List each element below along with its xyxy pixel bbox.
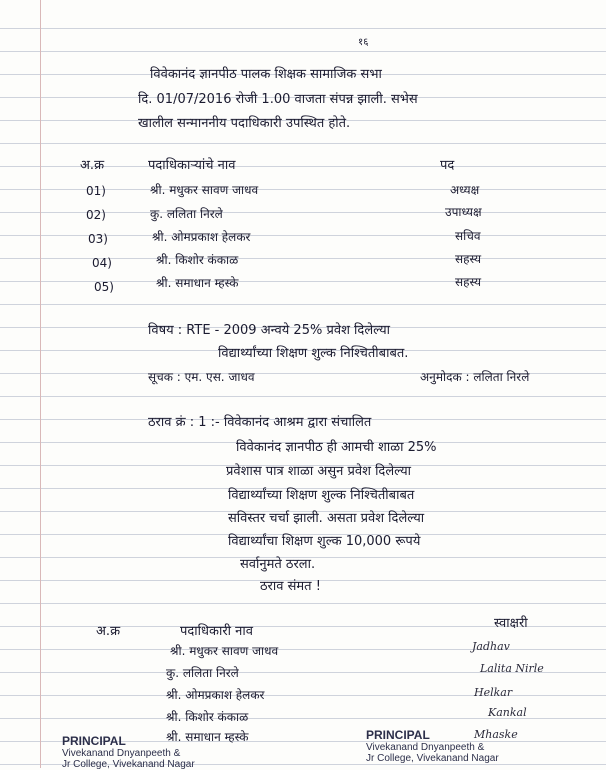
- resolution-line-3: प्रवेशास पात्र शाळा असुन प्रवेश दिलेल्या: [226, 464, 411, 479]
- stamp-line: Vivekanand Dnyanpeeth &: [62, 748, 181, 759]
- table2-header-name: पदाधिकारी नाव: [180, 624, 253, 639]
- table2-row-name: श्री. समाधान म्हस्के: [166, 730, 249, 744]
- signature: Helkar: [474, 686, 513, 699]
- intro-line-1: विवेकानंद ज्ञानपीठ पालक शिक्षक सामाजिक सभा: [150, 67, 382, 82]
- table1-header-no: अ.क्र: [80, 158, 105, 173]
- table1-row-post: अध्यक्ष: [450, 183, 480, 197]
- table2-row-name: कु. ललिता निरले: [166, 666, 239, 680]
- signature: Jadhav: [472, 640, 510, 653]
- table1-row-no: 01): [86, 184, 106, 198]
- table1-row-post: सहस्य: [455, 275, 482, 289]
- table1-row-name: श्री. किशोर कंकाळ: [156, 253, 239, 267]
- resolution-line-8: ठराव संमत !: [260, 579, 321, 594]
- table1-row-name: श्री. ओमप्रकाश हेलकर: [152, 230, 251, 244]
- page-number: १६: [358, 37, 369, 48]
- table2-row-name: श्री. किशोर कंकाळ: [166, 710, 249, 724]
- table1-header-name: पदाधिकाऱ्यांचे नाव: [148, 158, 236, 173]
- table1-row-no: 03): [88, 232, 108, 246]
- table1-row-no: 02): [86, 208, 106, 222]
- table1-row-name: श्री. मधुकर सावण जाधव: [150, 183, 259, 197]
- table2-row-name: श्री. मधुकर सावण जाधव: [170, 644, 279, 658]
- table2-header-sign: स्वाक्षरी: [494, 616, 528, 631]
- principal-stamp-left: [62, 734, 195, 770]
- signature: Lalita Nirle: [480, 662, 544, 675]
- table1-row-post: उपाध्यक्ष: [445, 205, 482, 219]
- resolution-line-1: ठराव क्रं : 1 :- विवेकानंद आश्रम द्वारा संचालित: [148, 415, 372, 430]
- signature: Kankal: [488, 706, 527, 719]
- table1-row-no: 05): [94, 280, 114, 294]
- resolution-line-2: विवेकानंद ज्ञानपीठ ही आमची शाळा 25%: [236, 440, 437, 455]
- resolution-line-7: सर्वानुमते ठरला.: [240, 557, 316, 572]
- subject-line-2: विद्यार्थ्यांच्या शिक्षण शुल्क निश्चितीबाबत.: [218, 346, 409, 361]
- resolution-line-6: विद्यार्थ्यांचा शिक्षण शुल्क 10,000 रूपये: [228, 534, 421, 549]
- table1-row-name: कु. ललिता निरले: [150, 207, 223, 221]
- table1-row-post: सचिव: [455, 229, 481, 243]
- signature: Mhaske: [474, 728, 518, 741]
- table1-row-post: सहस्य: [455, 252, 482, 266]
- table2-header-no: अ.क्र: [96, 624, 121, 639]
- subject-line-1: विषय : RTE - 2009 अन्वये 25% प्रवेश दिलेल्या: [148, 323, 390, 338]
- stamp-title: PRINCIPAL: [366, 728, 430, 742]
- intro-line-2: दि. 01/07/2016 रोजी 1.00 वाजता संपन्न झाली. सभेस: [138, 92, 418, 107]
- stamp-line: Jr College, Vivekanand Nagar: [62, 759, 195, 770]
- stamp-title: PRINCIPAL: [62, 734, 126, 748]
- stamp-line: Vivekanand Dnyanpeeth &: [366, 742, 485, 753]
- proposer: सूचक : एम. एस. जाधव: [148, 370, 255, 384]
- seconder: अनुमोदक : ललिता निरले: [420, 370, 530, 384]
- principal-stamp-right: [366, 728, 499, 764]
- table1-row-name: श्री. समाधान म्हस्के: [156, 276, 239, 290]
- margin-line: [40, 0, 41, 768]
- table1-row-no: 04): [92, 256, 112, 270]
- intro-line-3: खालील सन्माननीय पदाधिकारी उपस्थित होते.: [138, 116, 351, 131]
- resolution-line-5: सविस्तर चर्चा झाली. असता प्रवेश दिलेल्या: [228, 511, 425, 526]
- table1-header-post: पद: [440, 158, 455, 173]
- table2-row-name: श्री. ओमप्रकाश हेलकर: [166, 688, 265, 702]
- stamp-line: Jr College, Vivekanand Nagar: [366, 753, 499, 764]
- resolution-line-4: विद्यार्थ्यांच्या शिक्षण शुल्क निश्चितीबाबत: [228, 488, 415, 503]
